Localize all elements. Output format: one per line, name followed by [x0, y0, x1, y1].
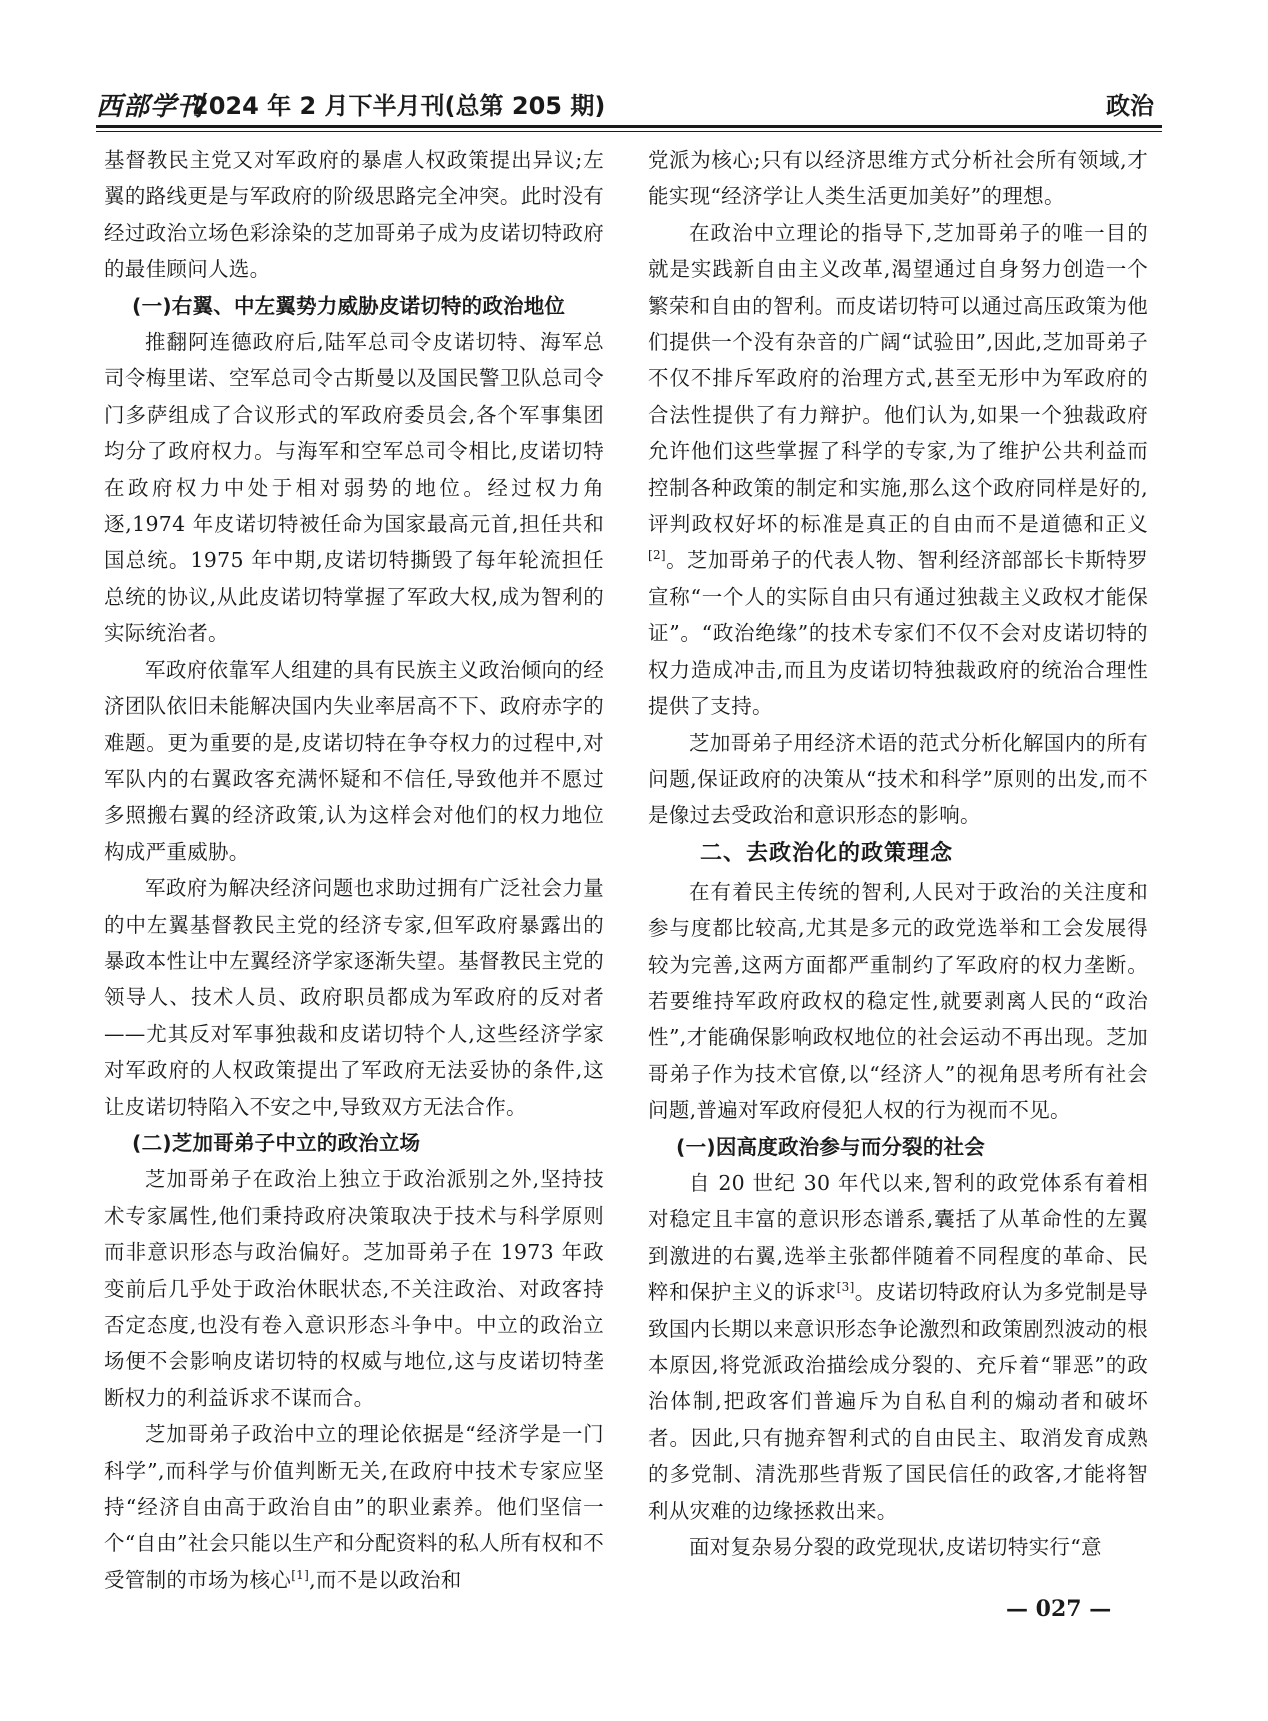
paragraph: 军政府为解决经济问题也求助过拥有广泛社会力量的中左翼基督教民主党的经济专家,但军政府暴露出的暴政本性让中左翼经济学家逐渐失望。基督教民主党的领导人、技术人员、政府职员都成为军政府的反对者——尤其反对军事独裁和皮诺切特个人,这些经济学家对军政府的人权政策提出了军政府无法妥协的条件,这让皮诺切特陷入不安之中,导致双方无法合作。 — [104, 876, 604, 1119]
page-header — [96, 86, 1162, 122]
paragraph-text: 。皮诺切特政府认为多党制是导致国内长期以来意识形态争论激烈和政策剧烈波动的根本原因,将党派政治描绘成分裂的、充斥着“罪恶”的政治体制,把政客们普遍斥为自私自利的煽动者和破坏者。因此,只有抛弃智利式的自由民主、取消发育成熟的多党制、清洗那些背叛了国民信任的政客,才能将智利从灾难的边缘拯救出来。 — [648, 1280, 1149, 1523]
header-rule-thick — [96, 125, 1162, 128]
paragraph-text: 芝加哥弟子政治中立的理论依据是“经济学是一门科学”,而科学与价值判断无关,在政府中技术专家应坚持“经济自由高于政治自由”的职业素养。他们坚信一个“自由”社会只能以生产和分配资料的私人所有权和不受管制的市场为核心 — [104, 1422, 604, 1592]
paragraph: 面对复杂易分裂的政党现状,皮诺切特实行“意 — [689, 1535, 1102, 1560]
right-column — [648, 142, 1148, 1565]
section-heading: 二、去政治化的政策理念 — [700, 840, 954, 866]
subsection-heading: (二)芝加哥弟子中立的政治立场 — [132, 1130, 421, 1155]
paragraph — [648, 215, 1148, 725]
paragraph — [104, 1416, 604, 1598]
paragraph-text: 。芝加哥弟子的代表人物、智利经济部部长卡斯特罗宣称“一个人的实际自由只有通过独裁主义政权才能保证”。“政治绝缘”的技术专家们不仅不会对皮诺切特的权力造成冲击,而且为皮诺切特独裁政府的统治合理性提供了支持。 — [648, 548, 1148, 719]
header-rule-thin — [96, 131, 1162, 132]
paragraph: 芝加哥弟子在政治上独立于政治派别之外,坚持技术专家属性,他们秉持政府决策取决于技术与科学原则而非意识形态与政治偏好。芝加哥弟子在 1973 年政变前后几乎处于政治休眠状态,不关注政治、对政客持否定态度,也没有卷入意识形态斗争中。中立的政治立场便不会影响皮诺切特的权威与地位,这与皮诺切特垄断权力的利益诉求不谋而合。 — [104, 1167, 604, 1410]
issue-info: 2024 年 2 月下半月刊(总第 205 期) — [192, 92, 606, 120]
paragraph-text: 自 20 世纪 30 年代以来,智利的政党体系有着相对稳定且丰富的意识形态谱系,囊括了从革命性的左翼到激进的右翼,选举主张都伴随着不同程度的革命、民粹和保护主义的诉求 — [648, 1170, 1148, 1305]
paragraph: 推翻阿连德政府后,陆军总司令皮诺切特、海军总司令梅里诺、空军总司令古斯曼以及国民警卫队总司令门多萨组成了合议形式的军政府委员会,各个军事集团均分了政府权力。与海军和空军总司令相比,皮诺切特在政府权力中处于相对弱势的地位。经过权力角逐,1974 年皮诺切特被任命为国家最高元首,担任共和国总统。1975 年中期,皮诺切特撕毁了每年轮流担任总统的协议,从此皮诺切特掌握了军政大权,成为智利的实际统治者。 — [104, 330, 604, 646]
citation-ref: [3] — [836, 1280, 855, 1295]
paragraph: 军政府依靠军人组建的具有民族主义政治倾向的经济团队依旧未能解决国内失业率居高不下、政府赤字的难题。更为重要的是,皮诺切特在争夺权力的过程中,对军队内的右翼政客充满怀疑和不信任,导致他并不愿过多照搬右翼的经济政策,认为这样会对他们的权力地位构成严重威胁。 — [104, 657, 604, 864]
subsection-heading: (一)因高度政治参与而分裂的社会 — [676, 1134, 985, 1159]
citation-ref: [2] — [648, 548, 666, 563]
subsection-heading: (一)右翼、中左翼势力威胁皮诺切特的政治地位 — [132, 293, 566, 318]
section-label: 政治 — [1106, 92, 1154, 120]
journal-logo: 西部学刊 — [96, 92, 205, 122]
citation-ref: [1] — [291, 1568, 310, 1583]
paragraph — [648, 1165, 1148, 1529]
page-number: — 027 — — [1006, 1596, 1112, 1622]
paragraph: 基督教民主党又对军政府的暴虐人权政策提出异议;左翼的路线更是与军政府的阶级思路完全冲突。此时没有经过政治立场色彩涂染的芝加哥弟子成为皮诺切特政府的最佳顾问人选。 — [104, 148, 604, 282]
paragraph-text: 在政治中立理论的指导下,芝加哥弟子的唯一目的就是实践新自由主义改革,渴望通过自身努力创造一个繁荣和自由的智利。而皮诺切特可以通过高压政策为他们提供一个没有杂音的广阔“试验田”,因此,芝加哥弟子不仅不排斥军政府的治理方式,甚至无形中为军政府的合法性提供了有力辩护。他们认为,如果一个独裁政府允许他们这些掌握了科学的专家,为了维护公共利益而控制各种政策的制定和实施,那么这个政府同样是好的,评判政权好坏的标准是真正的自由而不是道德和正义 — [648, 220, 1148, 537]
paragraph-text: ,而不是以政治和 — [309, 1567, 462, 1592]
paragraph: 芝加哥弟子用经济术语的范式分析化解国内的所有问题,保证政府的决策从“技术和科学”原则的出发,而不是像过去受政治和意识形态的影响。 — [648, 730, 1148, 828]
paragraph: 在有着民主传统的智利,人民对于政治的关注度和参与度都比较高,尤其是多元的政党选举和工会发展得较为完善,这两方面都严重制约了军政府的权力垄断。若要维持军政府政权的稳定性,就要剥离人民的“政治性”,才能确保影响政权地位的社会运动不再出现。芝加哥弟子作为技术官僚,以“经济人”的视角思考所有社会问题,普遍对军政府侵犯人权的行为视而不见。 — [648, 879, 1148, 1123]
paragraph: 党派为核心;只有以经济思维方式分析社会所有领域,才能实现“经济学让人类生活更加美好”的理想。 — [648, 148, 1148, 209]
left-column — [104, 142, 604, 1598]
